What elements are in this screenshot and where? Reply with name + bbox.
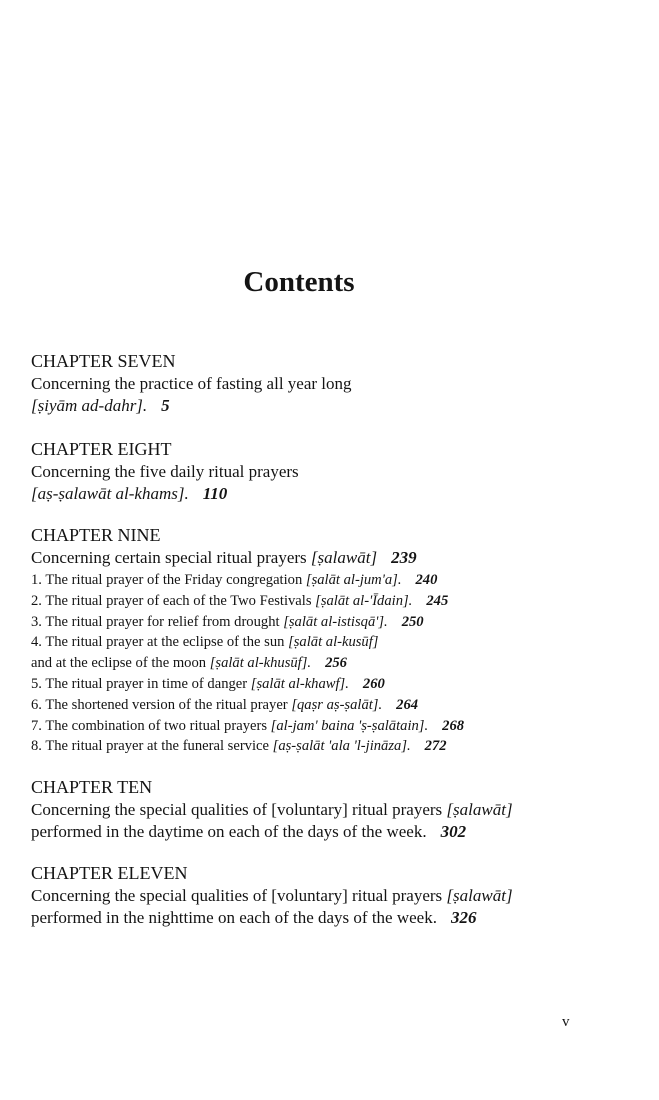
transliteration: [ṣalāt al-istisqā']. xyxy=(283,613,388,630)
page-folio: v xyxy=(562,1014,570,1030)
page-number: 110 xyxy=(202,484,228,503)
description-text: performed in the nighttime on each of the days of the week. xyxy=(31,908,437,927)
transliteration: [aṣ-ṣalawāt al-khams]. xyxy=(31,484,189,503)
chapter-ten xyxy=(31,776,601,843)
item-text: 5. The ritual prayer in time of danger xyxy=(31,675,251,692)
section-list xyxy=(31,570,601,757)
page-number: 239 xyxy=(391,548,417,567)
page-number: 245 xyxy=(426,592,449,609)
page-number: 268 xyxy=(442,717,465,734)
toc-item xyxy=(31,653,601,674)
item-text: and at the eclipse of the moon xyxy=(31,655,210,672)
transliteration: [ṣalāt al-kusūf] xyxy=(288,634,379,651)
transliteration: [aṣ-ṣalāt 'ala 'l-jināza]. xyxy=(272,738,411,755)
toc-item xyxy=(31,570,601,591)
toc-item xyxy=(31,674,601,695)
page-number: 256 xyxy=(325,655,347,672)
page-number: 302 xyxy=(440,822,467,841)
transliteration: [ṣalāt al-'Īdain]. xyxy=(315,592,413,609)
page-number: 272 xyxy=(424,738,447,755)
chapter-heading: CHAPTER ELEVEN xyxy=(31,863,188,883)
page-number: 260 xyxy=(362,675,385,692)
description-text: Concerning certain special ritual prayers xyxy=(31,548,311,567)
chapter-heading: CHAPTER EIGHT xyxy=(31,439,172,459)
transliteration: [ṣalawāt] xyxy=(310,548,378,567)
chapter-description: Concerning the five daily ritual prayers xyxy=(31,462,299,481)
page-number: 240 xyxy=(415,572,438,588)
page-number: 264 xyxy=(396,696,419,713)
chapter-description-line2 xyxy=(31,395,601,417)
description-text: Concerning the special qualities of [voluntary] ritual prayers xyxy=(31,886,447,905)
toc-item xyxy=(31,695,601,716)
toc-item xyxy=(31,612,601,633)
transliteration: [ṣiyām ad-dahr]. xyxy=(31,396,148,415)
page-number: 5 xyxy=(161,396,170,415)
chapter-nine xyxy=(31,524,601,757)
toc-item xyxy=(31,632,601,653)
item-text: 4. The ritual prayer at the eclipse of the sun xyxy=(31,634,289,651)
item-text: 8. The ritual prayer at the funeral service xyxy=(31,738,273,755)
item-text: 7. The combination of two ritual prayers xyxy=(31,717,271,734)
chapter-description: Concerning the practice of fasting all year long xyxy=(31,374,352,393)
chapter-seven xyxy=(31,350,601,417)
transliteration: [al-jam' baina 'ṣ-ṣalātain]. xyxy=(270,717,429,734)
chapter-heading: CHAPTER TEN xyxy=(31,777,153,797)
chapter-description-line2 xyxy=(31,907,601,929)
transliteration: [ṣalāt al-khusūf]. xyxy=(209,655,312,672)
chapter-description xyxy=(31,799,601,821)
description-text: performed in the daytime on each of the days of the week. xyxy=(31,822,427,841)
chapter-description-line2 xyxy=(31,483,601,505)
item-text: 2. The ritual prayer of each of the Two Festivals xyxy=(31,592,316,609)
toc-item xyxy=(31,591,601,612)
transliteration: [qaṣr aṣ-ṣalāt]. xyxy=(291,696,383,713)
chapter-eleven xyxy=(31,862,601,929)
chapter-eight xyxy=(31,438,601,505)
transliteration: [ṣalāt al-jum'a]. xyxy=(305,572,402,588)
toc-item xyxy=(31,716,601,737)
chapter-description xyxy=(31,547,601,569)
page-number: 250 xyxy=(401,613,424,630)
chapter-description xyxy=(31,885,601,907)
transliteration: [ṣalāt al-khawf]. xyxy=(250,675,349,692)
chapter-description-line2 xyxy=(31,821,601,843)
page-number: 326 xyxy=(450,908,477,927)
item-text: 1. The ritual prayer of the Friday congregation xyxy=(31,572,306,588)
page-title: Contents xyxy=(243,266,355,298)
transliteration: [ṣalawāt] xyxy=(446,800,513,819)
transliteration: [ṣalawāt] xyxy=(446,886,513,905)
description-text: Concerning the special qualities of [voluntary] ritual prayers xyxy=(31,800,447,819)
item-text: 6. The shortened version of the ritual prayer xyxy=(31,696,292,713)
chapter-heading: CHAPTER SEVEN xyxy=(31,351,176,371)
item-text: 3. The ritual prayer for relief from drought xyxy=(31,613,284,630)
chapter-heading: CHAPTER NINE xyxy=(31,525,161,545)
toc-item xyxy=(31,736,601,757)
